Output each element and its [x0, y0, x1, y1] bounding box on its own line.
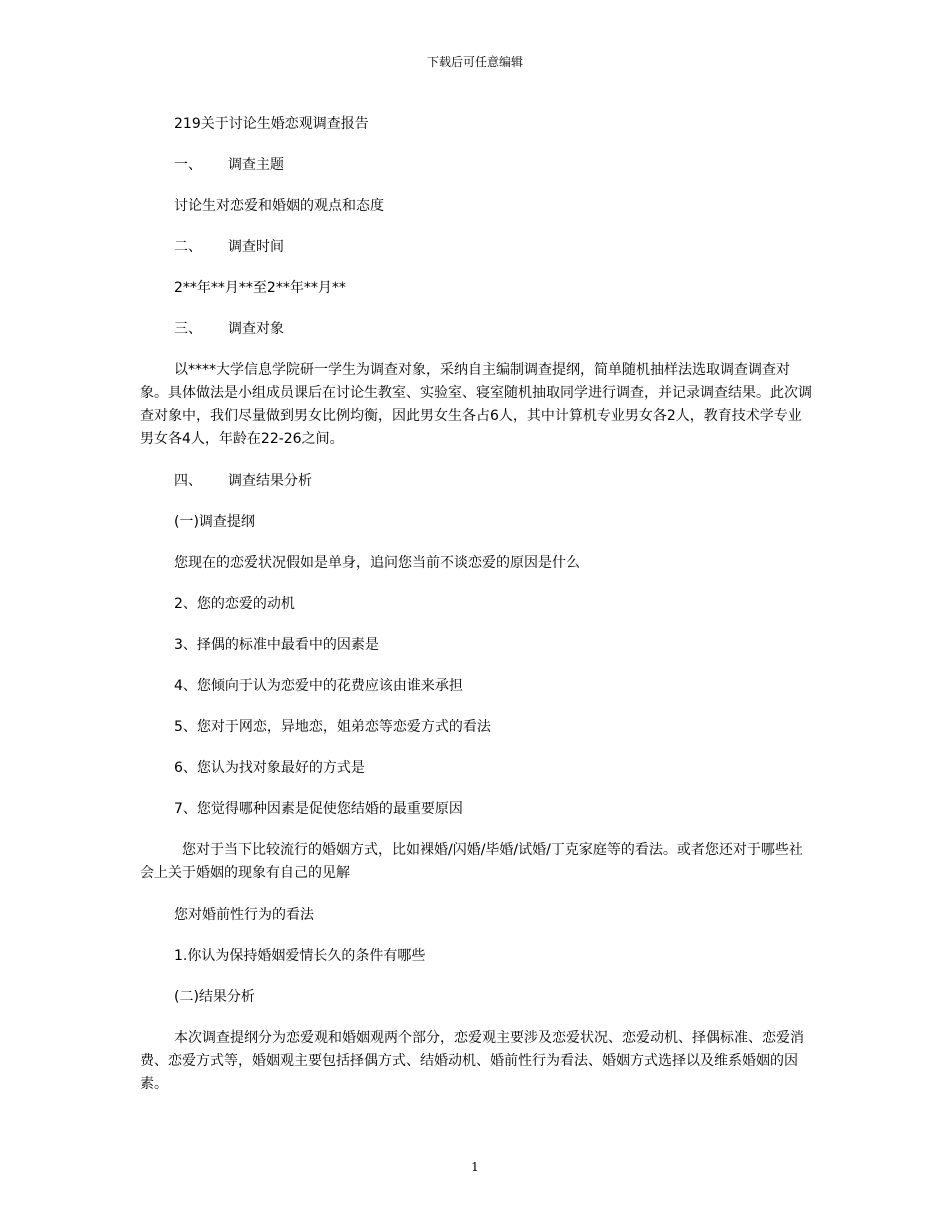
section-title: 调查时间 — [228, 239, 284, 255]
page-header: 下载后可任意编辑 — [426, 55, 523, 69]
section-heading-4 — [140, 470, 812, 492]
section-number: 二、 — [174, 239, 202, 255]
outline-item: 7、您觉得哪种因素是促使您结婚的最重要原因 — [174, 801, 463, 817]
document-title: 219关于讨论生婚恋观调查报告 — [174, 116, 369, 132]
survey-subjects-paragraph: 以****大学信息学院研一学生为调查对象，采纳自主编制调查提纲，简单随机抽样法选取调查调查对象。具体做法是小组成员课后在讨论生教室、实验室、寝室随机抽取同学进行调查，并记录调查结果。此次调查对象中，我们尽量做到男女比例均衡，因此男女生各占6人，其中计算机专业男女各2人，教育技术学专业男女各4人，年龄在22-26之间。 — [140, 362, 812, 447]
section-title: 调查主题 — [228, 157, 284, 173]
page-number: 1 — [471, 1160, 479, 1174]
section-number: 四、 — [174, 473, 202, 489]
section-number: 三、 — [174, 321, 202, 337]
document-body — [140, 113, 812, 1115]
lasting-question: 1.你认为保持婚姻爱情长久的条件有哪些 — [174, 948, 426, 964]
section-title: 调查结果分析 — [228, 473, 312, 489]
results-heading: (二)结果分析 — [174, 989, 255, 1005]
section-heading-1 — [140, 154, 812, 176]
section-number: 一、 — [174, 157, 202, 173]
outline-item: 5、您对于网恋，异地恋，姐弟恋等恋爱方式的看法 — [174, 719, 491, 735]
outline-item: 3、择偶的标准中最看中的因素是 — [174, 637, 379, 653]
survey-time: 2**年**月**至2**年**月** — [174, 280, 346, 296]
outline-item: 4、您倾向于认为恋爱中的花费应该由谁来承担 — [174, 678, 463, 694]
premarital-question: 您对婚前性行为的看法 — [174, 907, 314, 923]
outline-item: 6、您认为找对象最好的方式是 — [174, 760, 365, 776]
outline-item: 您现在的恋爱状况假如是单身，追问您当前不谈恋爱的原因是什么 — [174, 555, 580, 571]
results-paragraph: 本次调查提纲分为恋爱观和婚姻观两个部分，恋爱观主要涉及恋爱状况、恋爱动机、择偶标准、恋爱消费、恋爱方式等，婚姻观主要包括择偶方式、结婚动机、婚前性行为看法、婚姻方式选择以及维系婚姻的因素。 — [140, 1030, 804, 1092]
marriage-question-paragraph: 您对于当下比较流行的婚姻方式，比如裸婚/闪婚/毕婚/试婚/丁克家庭等的看法。或者您还对于哪些社会上关于婚姻的现象有自己的见解 — [140, 842, 803, 881]
survey-theme: 讨论生对恋爱和婚姻的观点和态度 — [174, 198, 384, 214]
outline-heading: (一)调查提纲 — [174, 514, 255, 530]
outline-item: 2、您的恋爱的动机 — [174, 596, 295, 612]
section-title: 调查对象 — [228, 321, 284, 337]
section-heading-2 — [140, 236, 812, 258]
section-heading-3 — [140, 318, 812, 340]
